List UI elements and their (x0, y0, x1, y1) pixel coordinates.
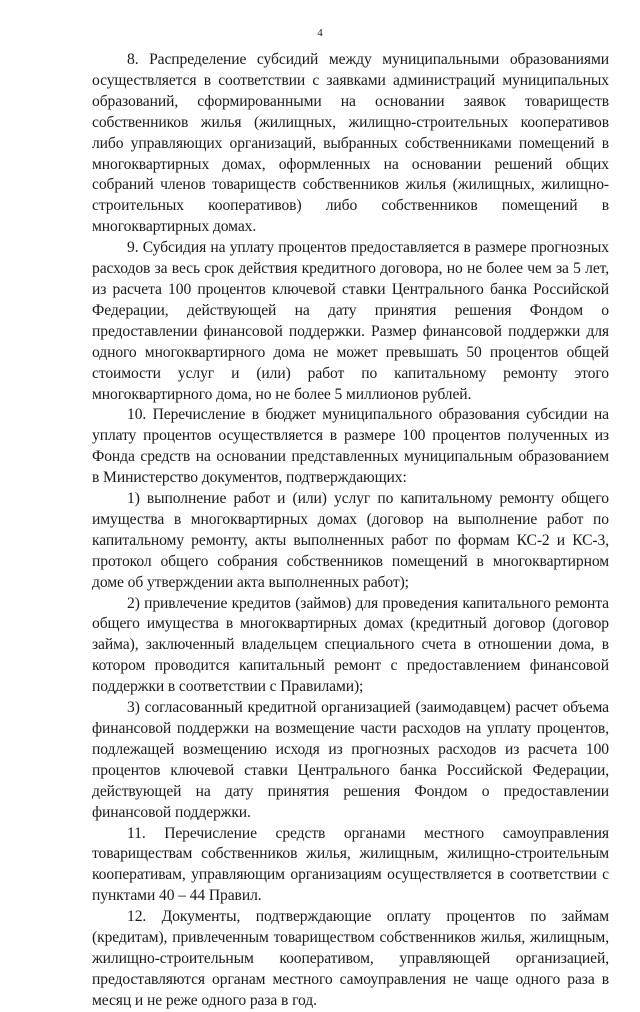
paragraph-11: 11. Перечисление средств органами местного самоуправления товариществам собственников жилья, жилищным, жилищно-строительным кооперативам, управляющим организациям осуществляется в соответствии с пунктами 40 – 44 Правил. (92, 824, 609, 905)
page-number: 4 (317, 27, 323, 39)
paragraph-10: 10. Перечисление в бюджет муниципального образования субсидии на уплату процентов осуществляется в размере 100 процентов полученных из Фонда средств на основании представленных муниципальным образованием в Министерство документов, подтверждающих: (92, 406, 609, 487)
document-body (92, 50, 609, 1012)
paragraph-12: 12. Документы, подтверждающие оплату процентов по займам (кредитам), привлеченным товариществом собственников жилья, жилищным, жилищно-строительным кооперативом, управляющей организацией, предоставляются органам местного самоуправления не чаще одного раза в месяц и не реже одного раза в год. (92, 908, 609, 1009)
paragraph-8: 8. Распределение субсидий между муниципальными образованиями осуществляется в соответствии с заявками администраций муниципальных образований, сформированными на основании заявок товариществ собственников жилья (жилищных, жилищно-строительных кооперативов либо управляющих организаций, выбранных собственниками помещений в многоквартирных домах, оформленных на основании решений общих собраний членов товариществ собственников жилья (жилищных, жилищно-строительных кооперативов) либо собственников помещений в многоквартирных домах. (92, 51, 609, 236)
paragraph-10-item-3: 3) согласованный кредитной организацией (заимодавцем) расчет объема финансовой поддержки на возмещение части расходов на уплату процентов, подлежащей возмещению исходя из прогнозных расходов из расчета 100 процентов ключевой ставки Центрального банка Российской Федерации, действующей на дату принятия решения Фондом о предоставлении финансовой поддержки. (92, 699, 609, 821)
paragraph-9: 9. Субсидия на уплату процентов предоставляется в размере прогнозных расходов за весь срок действия кредитного договора, но не более чем за 5 лет, из расчета 100 процентов ключевой ставки Центрального банка Российской Федерации, действующей на дату принятия решения Фондом о предоставлении финансовой поддержки. Размер финансовой поддержки для одного многоквартирного дома не может превышать 50 процентов общей стоимости услуг и (или) работ по капитальному ремонту этого многоквартирного дома, но не более 5 миллионов рублей. (92, 239, 609, 403)
paragraph-10-item-2: 2) привлечение кредитов (займов) для проведения капитального ремонта общего имущества в многоквартирных домах (кредитный договор (договор займа), заключенный владельцем специального счета в отношении дома, в котором проводится капитальный ремонт с предоставлением финансовой поддержки в соответствии с Правилами); (92, 594, 609, 696)
paragraph-10-item-1: 1) выполнение работ и (или) услуг по капитальному ремонту общего имущества в многоквартирных домах (договор на выполнение работ по капитальному ремонту, акты выполненных работ по формам КС-2 и КС-3, протокол общего собрания собственников помещений в многоквартирном доме об утверждении акта выполненных работ); (92, 490, 609, 591)
